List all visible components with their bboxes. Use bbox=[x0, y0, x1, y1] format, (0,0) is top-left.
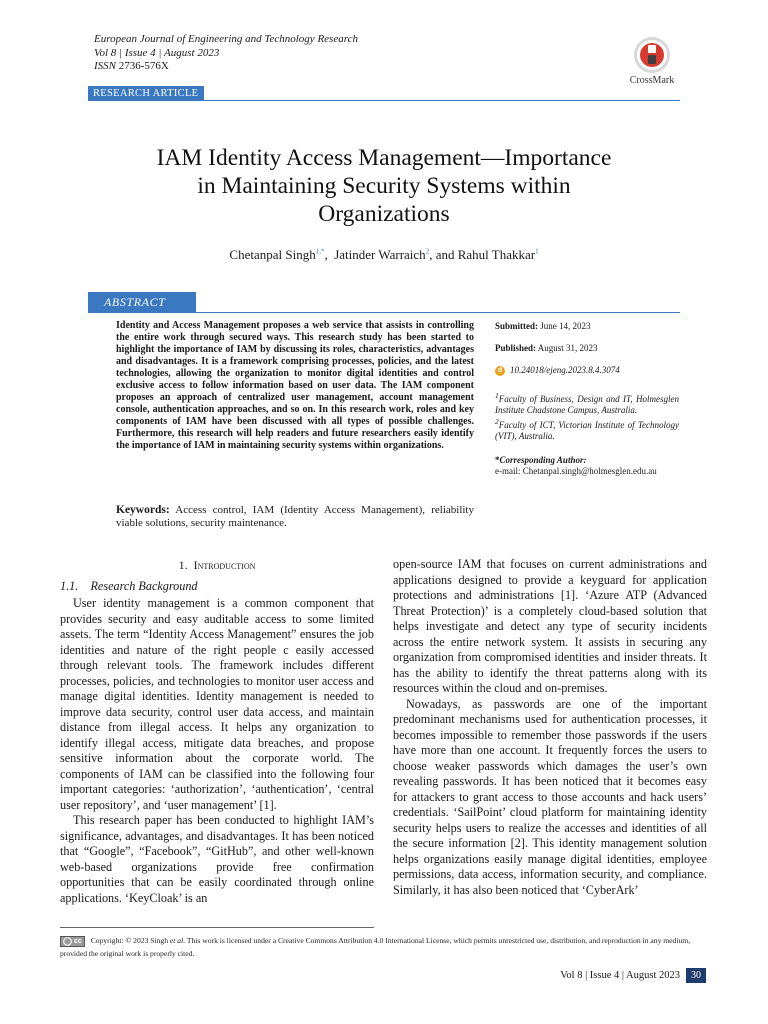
journal-issn: ISSN 2736-576X bbox=[94, 60, 169, 72]
affiliation-2: $^2$Faculty of ICT, Victorian Institute of Technology (VIT), Australia. bbox=[495, 417, 679, 441]
corresponding-email[interactable]: e-mail: Chetanpal.singh@holmesglen.edu.au bbox=[495, 466, 657, 476]
corresponding-author-label: Corresponding Author: bbox=[499, 455, 587, 465]
author-affiliation-mark[interactable]: 1,* bbox=[315, 247, 325, 256]
corresponding-author: *Corresponding Author: e-mail: Chetanpal.singh@holmesglen.edu.au bbox=[495, 455, 679, 477]
journal-header bbox=[94, 33, 358, 74]
body-paragraph: This research paper has been conducted to highlight IAM’s significance, advantages, and disadvantages. It has been noticed that “Google”, “Facebook”, “GitHub”, and other well-known web-based organizations provide free confirmation opportunities that can be easily coordinated through online applications. ‘KeyCloak’ is an bbox=[60, 813, 374, 905]
crossmark-badge[interactable] bbox=[624, 36, 680, 86]
paper-title bbox=[94, 144, 674, 228]
body-column-right bbox=[393, 557, 707, 898]
title-line: in Maintaining Security Systems within bbox=[197, 173, 571, 199]
doi-link[interactable] bbox=[495, 365, 679, 376]
article-type-badge: RESEARCH ARTICLE bbox=[88, 86, 204, 101]
body-paragraph: User identity management is a common component that provides security and easy auditable access to some limited assets. The term “Identity Access Management” ensures the job identities and nature of the right people c easily accessed through relevant tools. The framework includes different processes, policies, and technologies to monitor user access and manage digital identities. Identity management is needed to improve data security, control user data access, and maintain distance from illegal access. It helps any organization to identify illegal access, mitigate data breaches, and propose sensitive information about the corporate world. The components of IAM can be classified into the following four important categories: ‘authorization’, ‘authentication’, ‘central user repository’, and ‘user management’ [1]. bbox=[60, 596, 374, 812]
keywords bbox=[116, 504, 474, 530]
title-line: Organizations bbox=[318, 201, 450, 227]
author-name: Chetanpal Singh bbox=[229, 247, 316, 262]
page-number: 30 bbox=[686, 968, 706, 983]
doi-text[interactable]: 10.24018/ejeng.2023.8.4.3074 bbox=[510, 365, 620, 375]
journal-name: European Journal of Engineering and Technology Research bbox=[94, 33, 358, 45]
subsection-heading: 1.1. Research Background bbox=[60, 578, 198, 593]
title-line: IAM Identity Access Management—Importance bbox=[156, 145, 612, 171]
author-affiliation-mark[interactable]: 2 bbox=[425, 247, 430, 256]
affiliations bbox=[495, 390, 679, 442]
body-paragraph: Nowadays, as passwords are one of the important predominant mechanisms used for authentication processes, it becomes impossible to remember those passwords if the users have more than one account. It frequently forces the users to choose weaker passwords which damages the user’s own revealing passwords. It has been noticed that it becomes easy for attackers to grant access to those accounts and hack users’ credentials. ‘SailPoint’ cloud platform for maintaining identity security helps users to realize the accesses and identities of all the secure information [2]. This identity management solution helps organizations easily manage digital identities, employee permissions, data access, information security, and compliance. Similarly, it has also been noticed that ‘CyberArk’ bbox=[393, 696, 707, 897]
abstract-label: ABSTRACT bbox=[88, 292, 196, 313]
crossmark-label: CrossMark bbox=[629, 75, 675, 86]
page-footer bbox=[560, 968, 706, 983]
published-date: Published: August 31, 2023 bbox=[495, 343, 598, 353]
abstract-divider bbox=[88, 312, 680, 313]
header-divider bbox=[88, 100, 680, 101]
keywords-text: Access control, IAM (Identity Access Management), reliability viable solutions, security maintenance. bbox=[116, 504, 474, 529]
crossmark-icon bbox=[633, 36, 671, 74]
keywords-label: Keywords: bbox=[116, 504, 170, 516]
license-notice: cc Copyright: © 2023 Singh et al. This work is licensed under a Creative Commons Attribution 4.0 International License, which permits unrestricted use, distribution, and reproduction in any medium, provided the original work is properly cited. bbox=[60, 936, 691, 958]
creative-commons-icon[interactable]: cc bbox=[60, 936, 85, 947]
author-list: Chetanpal Singh$^{1,*}$, Jatinder Warraich$^2$, and Rahul Thakkar$^1$ bbox=[229, 247, 539, 262]
author-name: Jatinder Warraich bbox=[334, 247, 426, 262]
footer-issue: Vol 8 | Issue 4 | August 2023 bbox=[560, 970, 680, 981]
body-paragraph: open-source IAM that focuses on current administrations and applications designed to provide a keyguard for application protections and administrations [1]. ‘Azure ATP (Advanced Threat Protection)’ is a completely cloud-based solution that helps investigate and detect any type of security incidents across the entire network system. It assists in securing any organization from compromised identities and insider threats. It has the ability to identify the threat patterns along with its resources within the cloud and on-premises. bbox=[393, 557, 707, 695]
section-heading: 1. Introduction bbox=[178, 558, 256, 572]
doi-icon: d bbox=[495, 366, 505, 376]
abstract-text: Identity and Access Management proposes a web service that assists in controlling the entire work through secured ways. This research study has been started to highlight the importance of IAM by discussing its roles, characteristics, advantages and disadvantages. It is a framework comprising processes, policies, and the latest technologies, allowing the organization to monitor digital identities and control exclusive access to follow information based on user data. The IAM component proposes an approach of centralized user management, account management console, authentication approaches, and so on. In this research work, roles and key components of IAM have been discussed with all types of possible challenges. Furthermore, this research will help readers and future researchers easily identify the importance of IAM in maintaining security systems within organizations. bbox=[116, 320, 474, 451]
body-column-left bbox=[60, 557, 374, 906]
article-info-panel bbox=[495, 321, 679, 477]
affiliation-1: $^1$Faculty of Business, Design and IT, Holmesglen Institute Chadstone Campus, Australia. bbox=[495, 391, 679, 415]
footnote-divider bbox=[60, 927, 374, 928]
author-name: and Rahul Thakkar bbox=[435, 247, 536, 262]
journal-issue: Vol 8 | Issue 4 | August 2023 bbox=[94, 46, 220, 59]
author-affiliation-mark[interactable]: 1 bbox=[535, 247, 539, 256]
submitted-date: Submitted: June 14, 2023 bbox=[495, 321, 591, 331]
